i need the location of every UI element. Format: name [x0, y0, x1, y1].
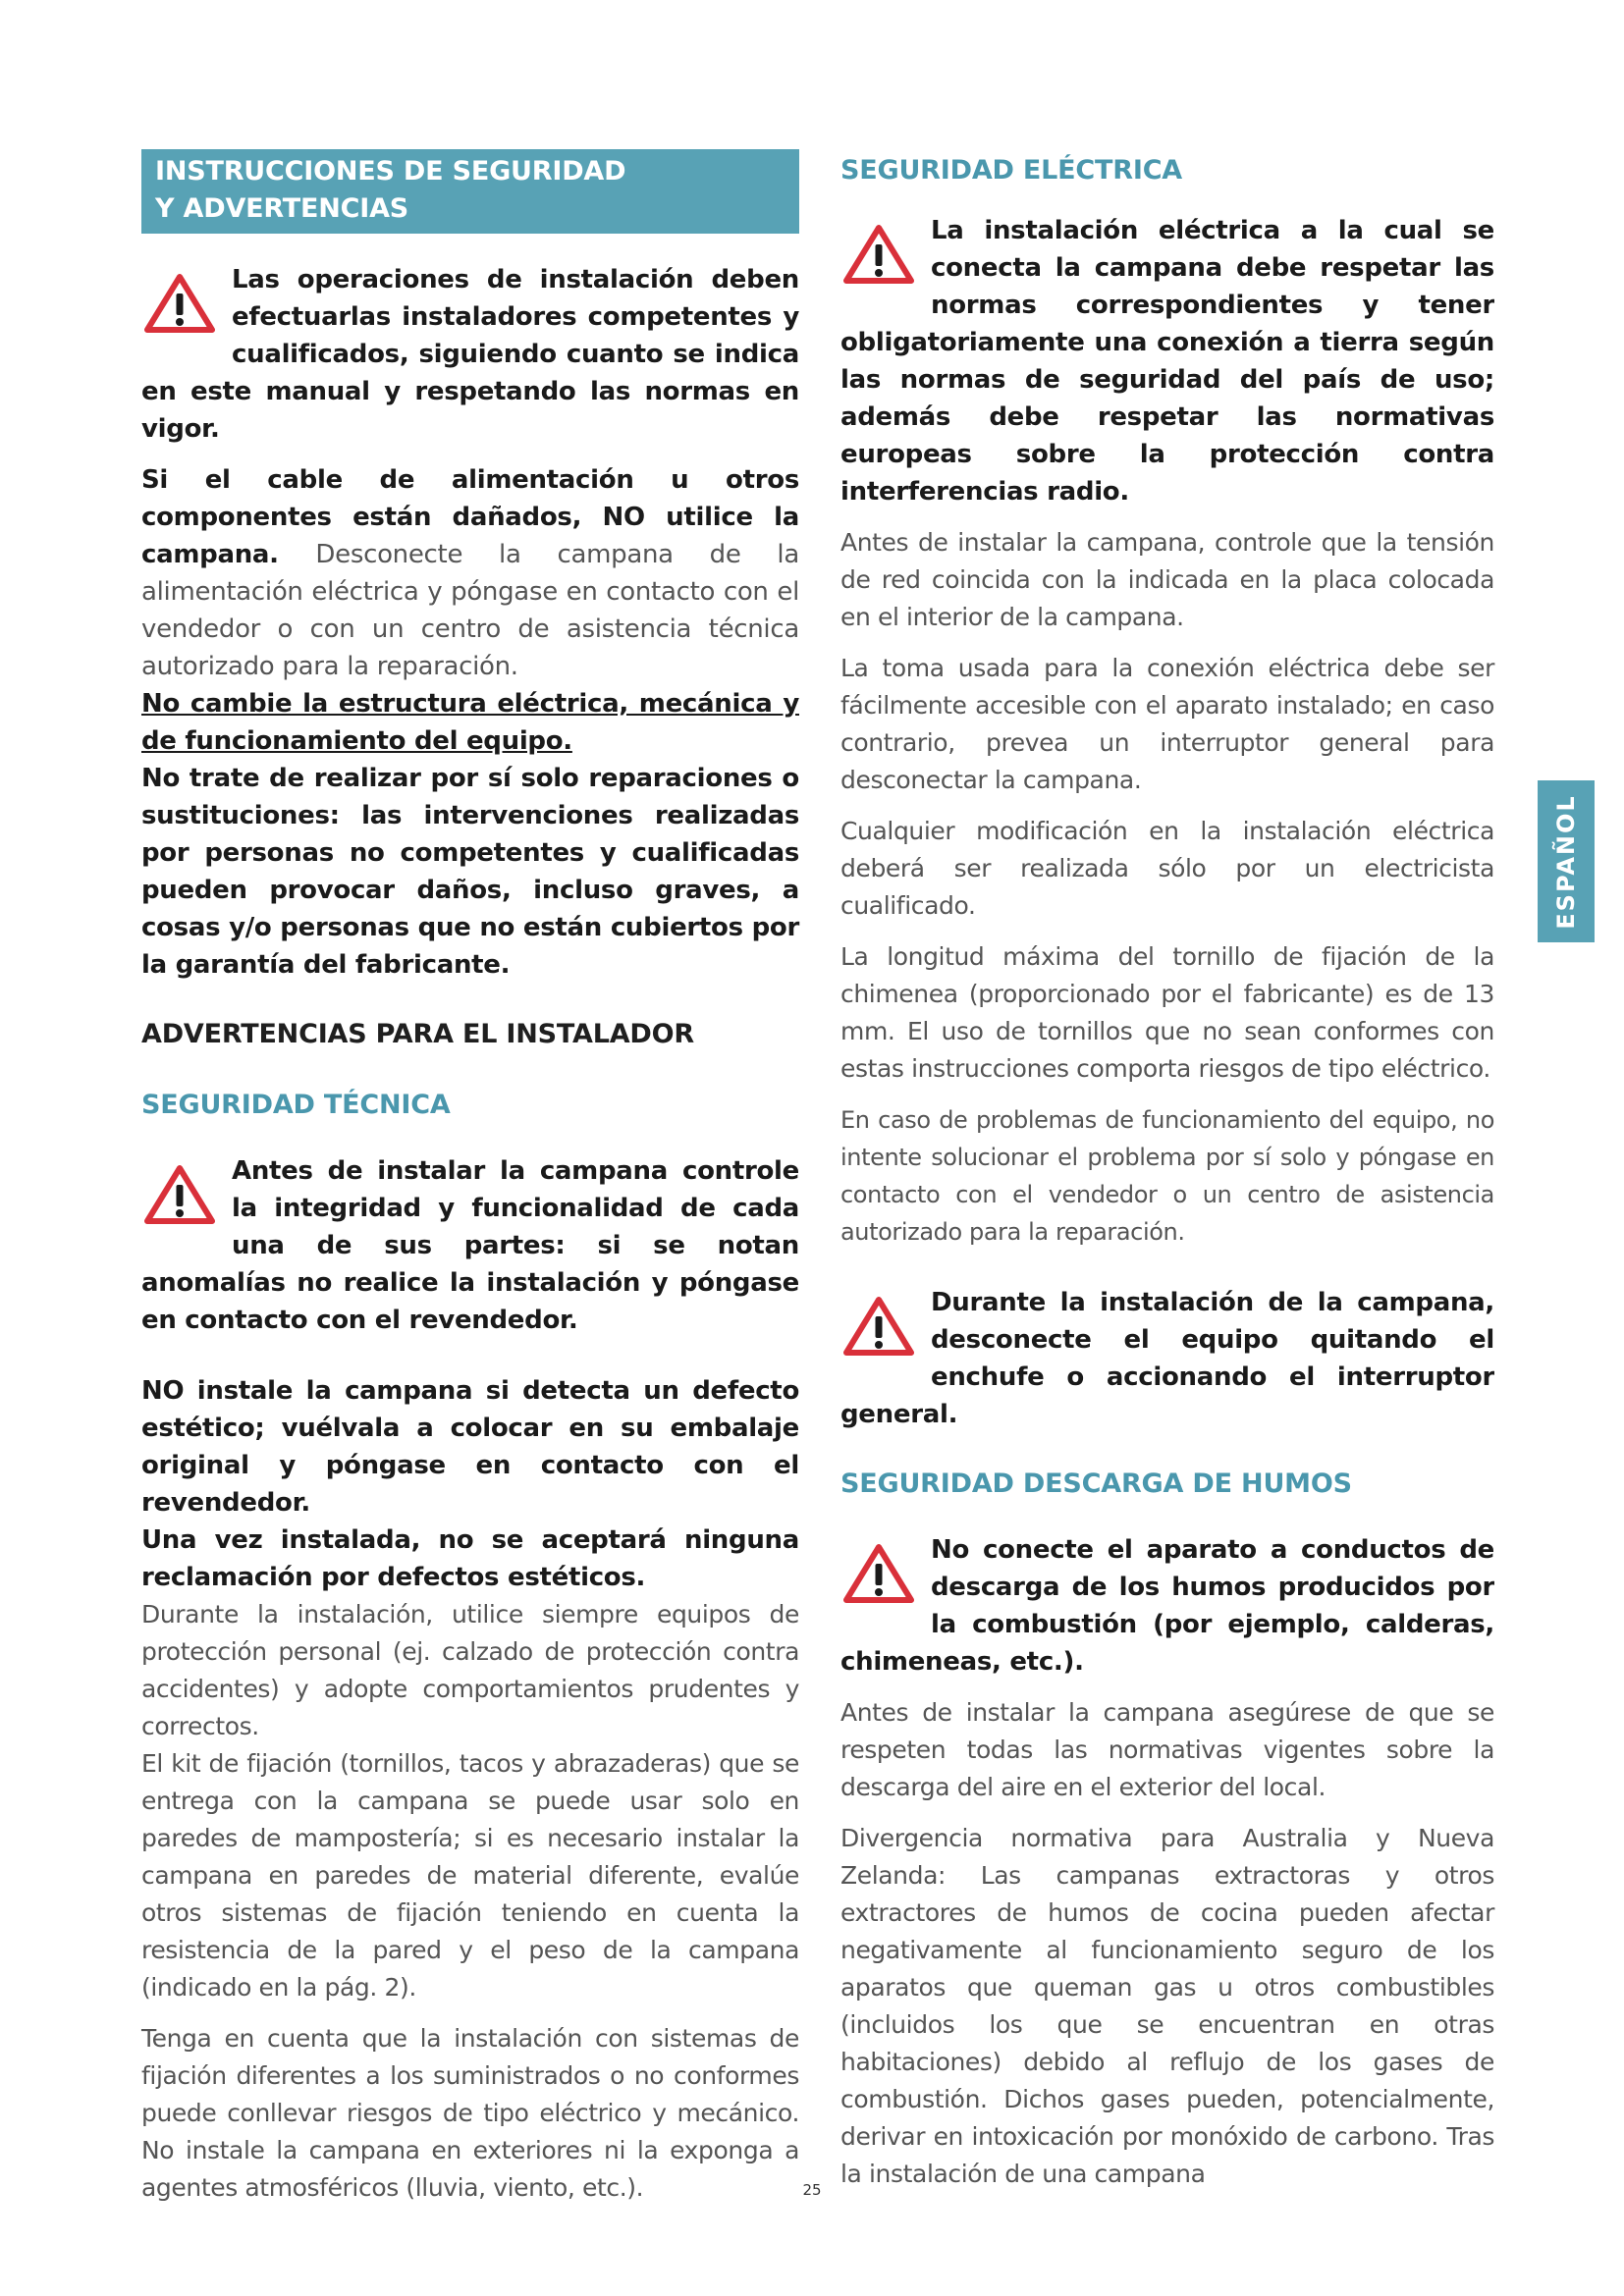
- no-install-warning: NO instale la campana si detecta un defecto estético; vuélvala a colocar en su embalaje original y póngase en contacto con el revendedor.: [141, 1376, 799, 1518]
- warning-block-installers: [141, 261, 799, 448]
- fixing-kit-paragraph: El kit de fijación (tornillos, tacos y abrazaderas) que se entrega con la campana se puede usar solo en paredes de mampostería; si es necesario instalar la campana en paredes de material diferente, evalúe otros sistemas de fijación teniendo en cuenta la resistencia de la pared y el peso de la campana (indicado en la pág. 2).: [141, 1749, 799, 2002]
- warning-text: Durante la instalación de la campana, desconecte el equipo quitando el enchufe o accionando el interruptor general.: [840, 1288, 1494, 1429]
- technical-safety-heading: SEGURIDAD TÉCNICA: [141, 1090, 451, 1120]
- cable-warning: [141, 461, 799, 685]
- ppe-paragraph: Durante la instalación, utilice siempre equipos de protección personal (ej. calzado de protección contra accidentes) y adopte comportamientos prudentes y correctos.: [141, 1600, 799, 1740]
- no-repair-warning: No trate de realizar por sí solo reparaciones o sustituciones: las intervenciones realizadas por personas no competentes y cualificadas pueden provocar daños, incluso graves, a cosas y/o personas que no están cubiertos por la garantía del fabricante.: [141, 764, 799, 980]
- warning-triangle-icon: [842, 224, 915, 285]
- language-side-tab: [1538, 780, 1595, 942]
- electrical-safety-heading: SEGURIDAD ELÉCTRICA: [840, 155, 1183, 186]
- screw-length-paragraph: La longitud máxima del tornillo de fijación de la chimenea (proporcionado por el fabricante) es de 13 mm. El uso de tornillos que no sean conformes con estas instrucciones comporta riesgos de tipo eléctrico.: [840, 942, 1494, 1083]
- warning-triangle-icon: [143, 273, 216, 334]
- cable-warning-instructions: Desconecte la campana de la alimentación eléctrica y póngase en contacto con el vendedor o con un centro de asistencia técnica autorizado para la reparación.: [141, 540, 799, 681]
- no-claims-warning: Una vez instalada, no se aceptará ninguna reclamación por defectos estéticos.: [141, 1525, 799, 1592]
- warning-block-disconnect: [840, 1284, 1494, 1433]
- socket-paragraph: La toma usada para la conexión eléctrica debe ser fácilmente accesible con el aparato instalado; en caso contrario, prevea un interruptor general para desconectar la campana.: [840, 654, 1494, 794]
- left-column: [141, 149, 799, 2207]
- no-change-warning: No cambie la estructura eléctrica, mecánica y de funcionamiento del equipo.: [141, 689, 799, 756]
- cable-warning-bold: Si el cable de alimentación u otros componentes están dañados, NO utilice la campana.: [141, 465, 799, 569]
- warning-text: La instalación eléctrica a la cual se conecta la campana debe respetar las normas correspondientes y tener obligatoriamente una conexión a tierra según las normas de seguridad del país de uso; además debe respetar las normativas europeas sobre la protección contra interferencias radio.: [840, 216, 1494, 507]
- language-label: ESPAÑOL: [1552, 793, 1580, 930]
- warning-block-fumes: [840, 1531, 1494, 1681]
- warning-block-grounding: [840, 212, 1494, 510]
- warning-triangle-icon: [842, 1296, 915, 1357]
- modification-paragraph: Cualquier modificación en la instalación eléctrica deberá ser realizada sólo por un electricista cualificado.: [840, 817, 1494, 920]
- fumes-safety-heading: SEGURIDAD DESCARGA DE HUMOS: [840, 1468, 1352, 1499]
- fixing-systems-paragraph: Tenga en cuenta que la instalación con sistemas de fijación diferentes a los suministrados o no conformes puede conllevar riesgos de tipo eléctrico y mecánico. No instale la campana en exteriores ni la exponga a agentes atmosféricos (lluvia, viento, etc.).: [141, 2024, 799, 2202]
- warning-block-inspection: [141, 1152, 799, 1339]
- voltage-paragraph: Antes de instalar la campana, controle que la tensión de red coincida con la indicada en la placa colocada en el interior de la campana.: [840, 528, 1494, 631]
- installer-heading: ADVERTENCIAS PARA EL INSTALADOR: [141, 1019, 694, 1049]
- right-column: [840, 149, 1494, 2193]
- banner-line-2: Y ADVERTENCIAS: [155, 193, 409, 224]
- warning-triangle-icon: [143, 1164, 216, 1225]
- banner-line-1: INSTRUCCIONES DE SEGURIDAD: [155, 156, 626, 187]
- warning-text: Las operaciones de instalación deben efectuarlas instaladores competentes y cualificados, siguiendo cuanto se indica en este manual y respetando las normas en vigor.: [141, 265, 799, 444]
- australia-nz-paragraph: Divergencia normativa para Australia y Nueva Zelanda: Las campanas extractoras y otros extractores de humos de cocina pueden afectar negativamente al funcionamiento seguro de los aparatos que queman gas u otros combustibles (incluidos los que se encuentran en otras habitaciones) debido al reflujo de los gases de combustión. Dichos gases pueden, potencialmente, derivar en intoxicación por monóxido de carbono. Tras la instalación de una campana: [840, 1824, 1494, 2188]
- page-number: 25: [802, 2181, 822, 2199]
- problems-paragraph: En caso de problemas de funcionamiento del equipo, no intente solucionar el problema por sí solo y póngase en contacto con el vendedor o un centro de asistencia autorizado para la reparación.: [840, 1106, 1494, 1246]
- warning-text: No conecte el aparato a conductos de descarga de los humos producidos por la combustión (por ejemplo, calderas, chimeneas, etc.).: [840, 1535, 1494, 1677]
- warning-triangle-icon: [842, 1543, 915, 1604]
- warning-text: Antes de instalar la campana controle la integridad y funcionalidad de cada una de sus partes: si se notan anomalías no realice la instalación y póngase en contacto con el revendedor.: [141, 1156, 799, 1335]
- section-banner: [141, 149, 799, 234]
- exhaust-rules-paragraph: Antes de instalar la campana asegúrese de que se respeten todas las normativas vigentes sobre la descarga del aire en el exterior del local.: [840, 1698, 1494, 1801]
